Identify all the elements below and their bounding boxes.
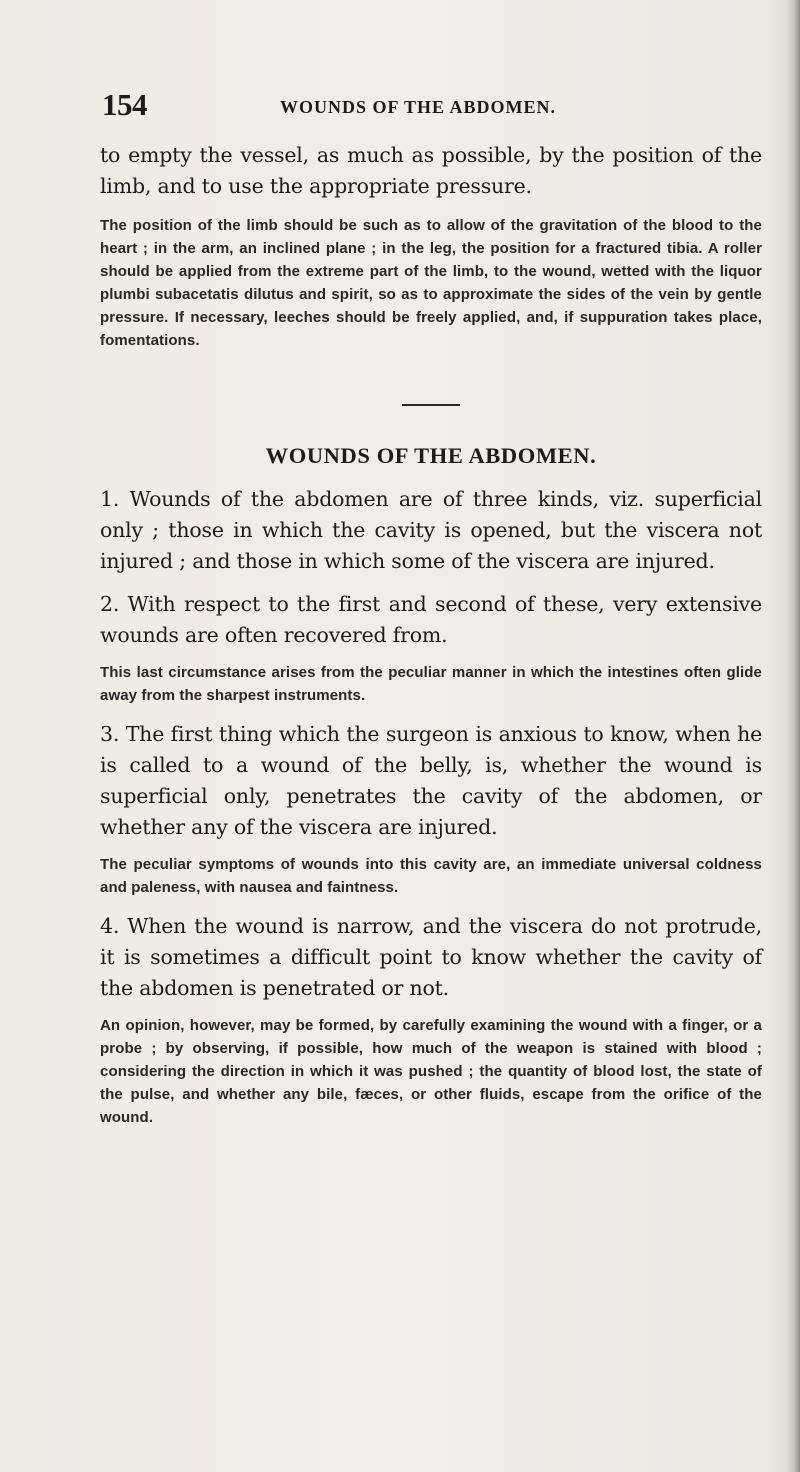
page-content (100, 140, 762, 1129)
paragraph-2: 2. With respect to the first and second of these, very extensive wounds are often recovered from. (100, 592, 762, 647)
note-paragraph-4: An opinion, however, may be formed, by carefully examining the wound with a finger, or a probe ; by observing, if possible, how much of the weapon is stained with blood ; considering the direction in which it was pushed ; the quantity of blood lost, the state of the pulse, and whether any bile, fæces, or other fluids, escape from the orifice of the wound. (100, 1017, 762, 1126)
page-edge-shadow (786, 0, 800, 1472)
paragraph-4: 4. When the wound is narrow, and the viscera do not protrude, it is sometimes a difficult point to know whether the cavity of the abdomen is penetrated or not. (100, 914, 762, 1000)
running-head: WOUNDS OF THE ABDOMEN. (280, 97, 557, 117)
page-number: 154 (102, 87, 147, 122)
paragraph-3: 3. The first thing which the surgeon is anxious to know, when he is called to a wound of the belly, is, whether the wound is superficial only, penetrates the cavity of the abdomen, or whether any of the viscera are injured. (100, 722, 762, 839)
note-paragraph-2: This last circumstance arises from the peculiar manner in which the intestines often glide away from the sharpest instruments. (100, 664, 762, 704)
section-title: WOUNDS OF THE ABDOMEN. (265, 443, 597, 468)
note-paragraph-3: The peculiar symptoms of wounds into this cavity are, an immediate universal coldness and paleness, with nausea and faintness. (100, 856, 762, 896)
paragraph-1: 1. Wounds of the abdomen are of three kinds, viz. superficial only ; those in which the cavity is opened, but the viscera not injured ; and those in which some of the viscera are injured. (100, 487, 762, 573)
page-header (102, 88, 742, 128)
note-position-of-limb: The position of the limb should be such as to allow of the gravitation of the blood to the heart ; in the arm, an inclined plane ; in the leg, the position for a fractured tibia. A roller should be applied from the extreme part of the limb, to the wound, wetted with the liquor plumbi subacetatis dilutus and spirit, so as to approximate the sides of the vein by gentle pressure. If necessary, leeches should be freely applied, and, if suppuration takes place, fomentations. (100, 217, 762, 349)
paragraph-continued: to empty the vessel, as much as possible, by the position of the limb, and to use the appropriate pressure. (100, 143, 762, 198)
